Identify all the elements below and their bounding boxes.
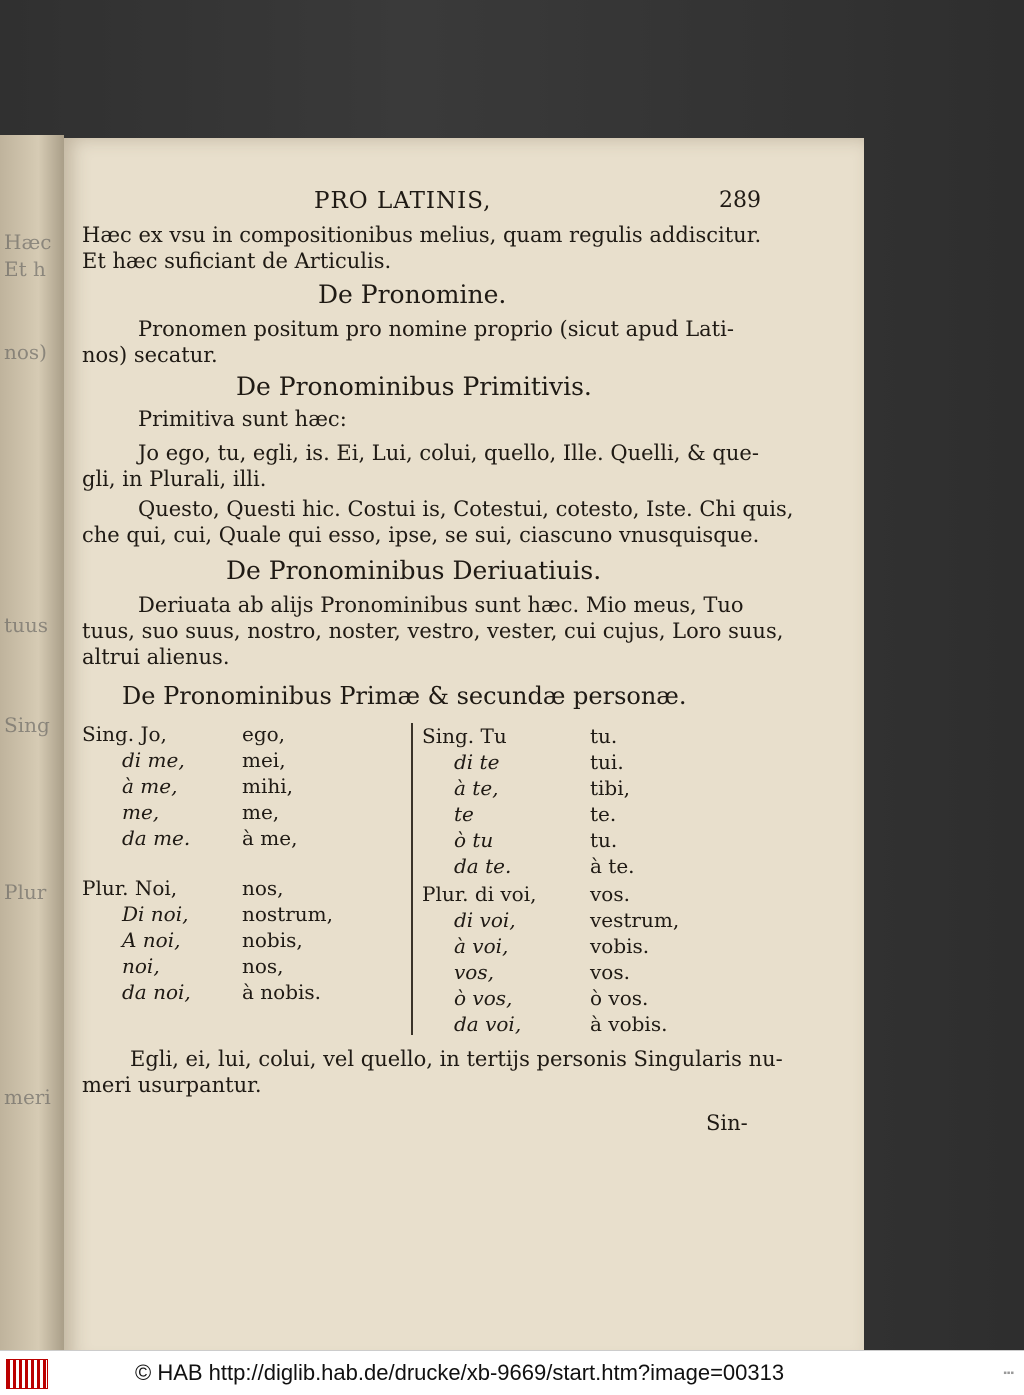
closing-line: meri usurpantur. [82,1073,262,1097]
table-right-latin: tu. [590,828,618,852]
prev-fragment: Et h [4,257,46,281]
prev-fragment: Plur [4,880,47,904]
table-right-form: ò tu [454,828,494,852]
section-heading-primitivis: De Pronominibus Primitivis. [236,372,592,401]
body-line: Jo ego, tu, egli, is. Ei, Lui, colui, quello, Ille. Quelli, & que- [138,441,759,465]
table-left-latin: mihi, [242,774,293,798]
intro-line: Et hæc suficiant de Articulis. [82,249,392,273]
hab-logo-icon [6,1359,48,1389]
table-right-latin: à vobis. [590,1012,668,1036]
closing-line: Egli, ei, lui, colui, vel quello, in tertijs personis Singularis nu- [130,1047,783,1071]
prev-fragment: nos) [4,340,47,364]
body-line: Questo, Questi hic. Costui is, Cotestui, cotesto, Iste. Chi quis, [138,497,794,521]
footer-dots: ▪▪▪ [1003,1368,1014,1379]
table-right-latin: tibi, [590,776,630,800]
catchword: Sin- [706,1111,748,1135]
previous-page-edge [0,135,64,1380]
body-line: Primitiva sunt hæc: [138,407,347,431]
body-line: tuus, suo suus, nostro, noster, vestro, vester, cui cujus, Loro suus, [82,619,784,643]
table-left-form: à me, [122,774,178,798]
table-left-latin: nos, [242,954,284,978]
section-heading-deriuatiuis: De Pronominibus Deriuatiuis. [226,556,602,585]
table-right-form: à te, [454,776,499,800]
book-page [64,138,864,1365]
table-right-form: da te. [454,854,512,878]
table-right-latin: tui. [590,750,624,774]
table-left-form: noi, [122,954,160,978]
table-left-form: da me. [122,826,191,850]
body-line: nos) secatur. [82,343,218,367]
table-right-latin: vos. [590,960,630,984]
table-right-form: Plur. di voi, [422,882,537,906]
body-line: Pronomen positum pro nomine proprio (sicut apud Lati- [138,317,734,341]
table-right-latin: ò vos. [590,986,649,1010]
page-number: 289 [719,188,761,213]
table-left-form: Sing. Jo, [82,722,167,746]
prev-fragment: Sing [4,713,50,737]
table-right-form: Sing. Tu [422,724,507,748]
body-line: Deriuata ab alijs Pronominibus sunt hæc. Mio meus, Tuo [138,593,744,617]
body-line: gli, in Plurali, illi. [82,467,267,491]
table-right-latin: te. [590,802,617,826]
table-right-form: da voi, [454,1012,522,1036]
running-head: PRO LATINIS, [314,188,492,214]
table-right-form: te [454,802,474,826]
table-left-latin: mei, [242,748,286,772]
table-left-form: me, [122,800,160,824]
section-heading-pronomine: De Pronomine. [318,280,507,309]
table-left-latin: me, [242,800,280,824]
table-right-latin: à te. [590,854,635,878]
table-left-form: da noi, [122,980,191,1004]
table-left-latin: à nobis. [242,980,322,1004]
table-divider [411,723,413,1035]
table-right-form: ò vos, [454,986,513,1010]
table-left-latin: ego, [242,722,286,746]
table-left-form: di me, [122,748,185,772]
table-left-latin: nos, [242,876,284,900]
table-right-form: di te [454,750,500,774]
table-right-latin: vos. [590,882,630,906]
prev-fragment: Hæc [4,230,52,254]
prev-fragment: tuus [4,613,49,637]
table-left-form: Plur. Noi, [82,876,178,900]
table-right-latin: vestrum, [590,908,680,932]
attribution-link[interactable]: © HAB http://diglib.hab.de/drucke/xb-9669/start.htm?image=00313 [135,1360,785,1385]
table-left-form: A noi, [122,928,181,952]
table-left-latin: à me, [242,826,298,850]
body-line: che qui, cui, Quale qui esso, ipse, se sui, ciascuno vnusquisque. [82,523,760,547]
table-right-form: vos, [454,960,494,984]
intro-line: Hæc ex vsu in compositionibus melius, quam regulis addiscitur. [82,223,762,247]
body-line: altrui alienus. [82,645,230,669]
table-left-form: Di noi, [122,902,189,926]
table-right-form: di voi, [454,908,516,932]
table-left-latin: nostrum, [242,902,333,926]
section-heading-personae: De Pronominibus Primæ & secundæ personæ. [122,682,687,710]
attribution-footer [0,1350,1024,1395]
prev-fragment: meri [4,1085,51,1109]
table-right-latin: vobis. [590,934,650,958]
table-right-latin: tu. [590,724,618,748]
table-left-latin: nobis, [242,928,303,952]
table-right-form: à voi, [454,934,509,958]
